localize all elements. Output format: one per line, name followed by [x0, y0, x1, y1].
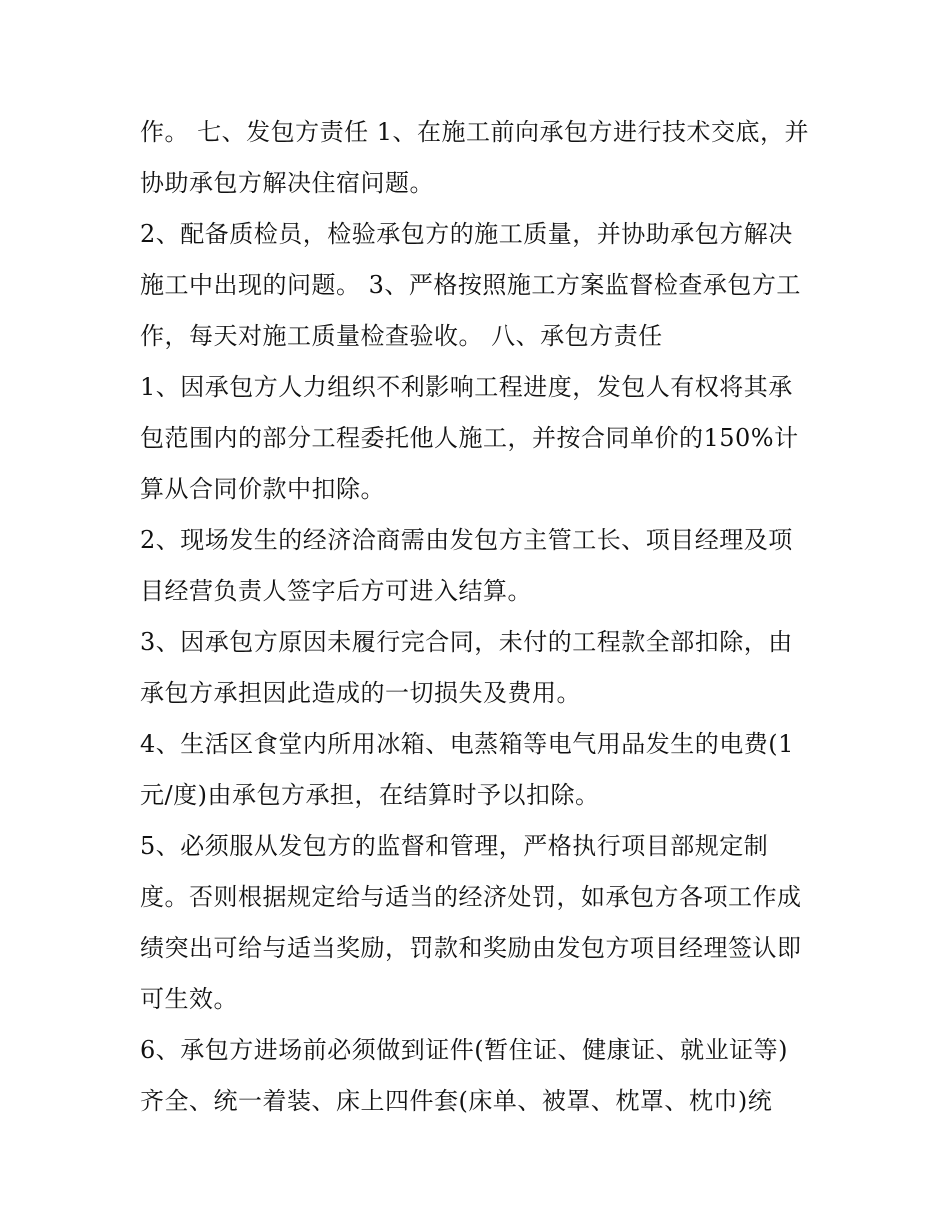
text-line: 元/度)由承包方承担，在结算时予以扣除。	[140, 781, 600, 809]
text-line: 4、生活区食堂内所用冰箱、电蒸箱等电气用品发生的电费(1	[140, 730, 794, 758]
text-line: 承包方承担因此造成的一切损失及费用。	[140, 679, 581, 707]
text-line: 1、因承包方人力组织不利影响工程进度，发包人有权将其承	[140, 373, 793, 401]
text-line: 2、配备质检员，检验承包方的施工质量，并协助承包方解决	[140, 220, 793, 248]
text-line: 6、承包方进场前必须做到证件(暂住证、健康证、就业证等)	[140, 1036, 788, 1064]
text-line: 度。否则根据规定给与适当的经济处罚，如承包方各项工作成	[140, 883, 802, 911]
text-line: 作。 七、发包方责任 1、在施工前向承包方进行技术交底，并	[140, 118, 810, 146]
text-line: 协助承包方解决住宿问题。	[140, 169, 434, 197]
text-line: 算从合同价款中扣除。	[140, 475, 385, 503]
document-body	[140, 107, 840, 1127]
text-line: 施工中出现的问题。 3、严格按照施工方案监督检查承包方工	[140, 271, 801, 299]
text-line: 2、现场发生的经济洽商需由发包方主管工长、项目经理及项	[140, 526, 793, 554]
text-line: 3、因承包方原因未履行完合同，未付的工程款全部扣除，由	[140, 628, 793, 656]
text-line: 包范围内的部分工程委托他人施工，并按合同单价的150%计	[140, 424, 799, 452]
text-line: 齐全、统一着装、床上四件套(床单、被罩、枕罩、枕巾)统	[140, 1087, 773, 1115]
text-line: 目经营负责人签字后方可进入结算。	[140, 577, 532, 605]
text-line: 绩突出可给与适当奖励，罚款和奖励由发包方项目经理签认即	[140, 934, 802, 962]
text-line: 5、必须服从发包方的监督和管理，严格执行项目部规定制	[140, 832, 769, 860]
text-line: 作，每天对施工质量检查验收。 八、承包方责任	[140, 322, 663, 350]
text-line: 可生效。	[140, 985, 238, 1013]
